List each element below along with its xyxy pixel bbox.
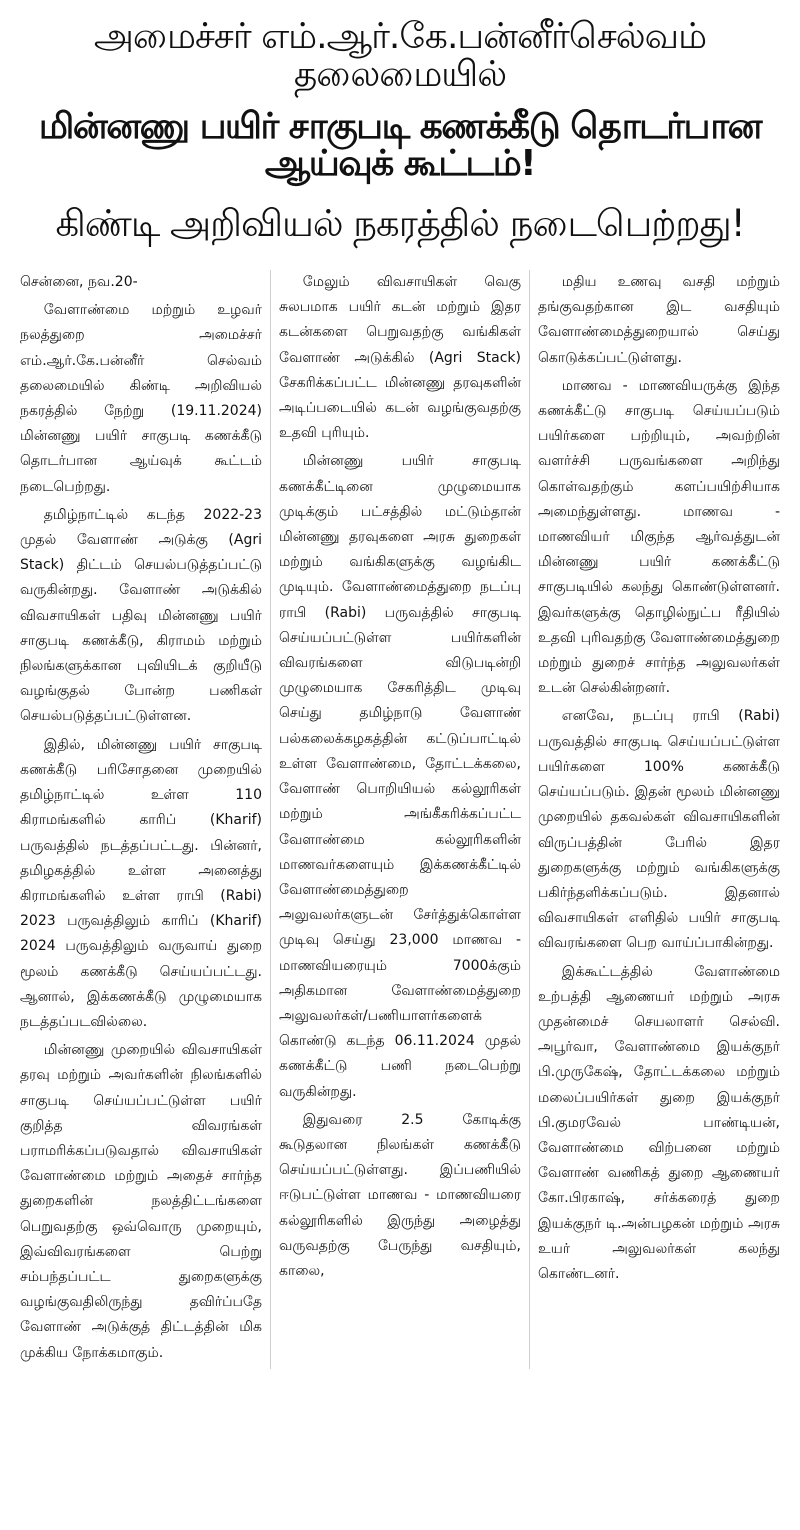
paragraph: எனவே, நடப்பு ராபி (Rabi) பருவத்தில் சாகுபடி செய்யப்பட்டுள்ள பயிர்களை 100% கணக்கீடு செய்யப்படும். இதன் மூலம் மின்னணு முறையில் தகவல்கள் விவசாயிகளின் விருப்பத்தின் பேரில் இதர துறைகளுக்கு மற்றும் வங்கிகளுக்கு பகிர்ந்தளிக்கப்படும். இதனால் விவசாயிகள் எளிதில் பயிர் சாகுபடி விவரங்களை பெற வாய்ப்பாகின்றது. <box>538 708 780 952</box>
dateline: சென்னை, நவ.20- <box>20 274 138 291</box>
article-body <box>12 270 788 1369</box>
paragraph: வேளாண்மை மற்றும் உழவர் நலத்துறை அமைச்சர் எம்.ஆர்.கே.பன்னீர் செல்வம் தலைமையில் கிண்டி அறிவியல் நகரத்தில் நேற்று (19.11.2024) மின்னணு பயிர் சாகுபடி கணக்கீடு தொடர்பான ஆய்வுக் கூட்டம் நடைபெற்றது. <box>20 302 262 495</box>
paragraph: இதுவரை 2.5 கோடிக்கு கூடுதலான நிலங்கள் கணக்கீடு செய்யப்பட்டுள்ளது. இப்பணியில் ஈடுபட்டுள்ள மாணவ - மாணவியரை கல்லூரிகளில் இருந்து அழைத்து வருவதற்கு பேருந்து வசதியும், காலை, <box>279 1111 521 1279</box>
paragraph: மாணவ - மாணவியருக்கு இந்த கணக்கீட்டு சாகுபடி செய்யப்படும் பயிர்களை பற்றியும், அவற்றின் வளர்ச்சி பருவங்களை அறிந்து கொள்வதற்கும் களப்பயிற்சியாக அமைந்துள்ளது. மாணவ - மாணவியர் மிகுந்த ஆர்வத்துடன் மின்னணு பயிர் கணக்கீட்டு சாகுபடியில் கலந்து கொண்டுள்ளனர். இவர்களுக்கு தொழில்நுட்ப ரீதியில் உதவி புரிவதற்கு வேளாண்மைத்துறை மற்றும் துறைச் சார்ந்த அலுவலர்கள் உடன் செல்கின்றனர். <box>538 377 780 697</box>
paragraph: தமிழ்நாட்டில் கடந்த 2022-23 முதல் வேளாண் அடுக்கு (Agri Stack) திட்டம் செயல்படுத்தப்பட்டு வருகின்றது. வேளாண் அடுக்கில் விவசாயிகள் பதிவு மின்னணு பயிர் சாகுபடி கணக்கீடு, கிராமம் மற்றும் நிலங்களுக்கான புவியிடக் குறியீடு வழங்குதல் போன்ற பணிகள் செயல்படுத்தப்பட்டுள்ளன. <box>20 506 262 725</box>
main-headline: மின்னணு பயிர் சாகுபடி கணக்கீடு தொடர்பான ஆய்வுக் கூட்டம்! <box>38 105 762 185</box>
article-column-1 <box>12 270 270 1369</box>
paragraph: மின்னணு முறையில் விவசாயிகள் தரவு மற்றும் அவர்களின் நிலங்களில் சாகுபடி செய்யப்பட்டுள்ள பயிர் குறித்த விவரங்கள் பராமரிக்கப்படுவதால் விவசாயிகள் வேளாண்மை மற்றும் அதைச் சார்ந்த துறைகளின் நலத்திட்டங்களை பெறுவதற்கு ஒவ்வொரு முறையும், இவ்விவரங்களை பெற்று சம்பந்தப்பட்ட துறைகளுக்கு வழங்குவதிலிருந்து தவிர்ப்பதே வேளாண் அடுக்குத் திட்டத்தின் மிக முக்கிய நோக்கமாகும். <box>20 1042 262 1361</box>
paragraph: மின்னணு பயிர் சாகுபடி கணக்கீட்டினை முழுமையாக முடிக்கும் பட்சத்தில் மட்டும்தான் மின்னணு தரவுகளை அரசு துறைகள் மற்றும் வங்கிகளுக்கு வழங்கிட முடியும். வேளாண்மைத்துறை நடப்பு ராபி (Rabi) பருவத்தில் சாகுபடி செய்யப்பட்டுள்ள பயிர்களின் விவரங்களை விடுபடின்றி முழுமையாக சேகரித்திட முடிவு செய்து தமிழ்நாடு வேளாண் பல்கலைக்கழகத்தின் கட்டுப்பாட்டில் உள்ள வேளாண்மை, தோட்டக்கலை, வேளாண் பொறியியல் கல்லூரிகள் மற்றும் அங்கீகரிக்கப்பட்ட வேளாண்மை கல்லூரிகளின் மாணவர்களையும் இக்கணக்கீட்டில் வேளாண்மைத்துறை அலுவலர்களுடன் சேர்த்துக்கொள்ள முடிவு செய்து 23,000 மாணவ - மாணவியரையும் 7000க்கும் அதிகமான வேளாண்மைத்துறை அலுவலர்கள்/பணியாளர்களைக் கொண்டு கடந்த 06.11.2024 முதல் கணக்கீட்டு பணி நடைபெற்று வருகின்றது. <box>279 453 521 1100</box>
paragraph: மதிய உணவு வசதி மற்றும் தங்குவதற்கான இட வசதியும் வேளாண்மைத்துறையால் செய்து கொடுக்கப்பட்டுள்ளது. <box>538 274 780 366</box>
sub-headline: கிண்டி அறிவியல் நகரத்தில் நடைபெற்றது! <box>55 202 745 246</box>
article-column-2 <box>270 270 529 1369</box>
paragraph: இக்கூட்டத்தில் வேளாண்மை உற்பத்தி ஆணையர் மற்றும் அரசு முதன்மைச் செயலாளர் செல்வி. அபூர்வா, வேளாண்மை இயக்குநர் பி.முருகேஷ், தோட்டக்கலை மற்றும் மலைப்பயிர்கள் துறை இயக்குநர் பி.குமரவேல் பாண்டியன், வேளாண்மை விற்பனை மற்றும் வேளாண் வணிகத் துறை ஆணையர் கோ.பிரகாஷ், சர்க்கரைத் துறை இயக்குநர் டி.அன்பழகன் மற்றும் அரசு உயர் அலுவலர்கள் கலந்து கொண்டனர். <box>538 963 780 1282</box>
kicker-headline: அமைச்சர் எம்.ஆர்.கே.பன்னீர்செல்வம் தலைமையில் <box>93 16 707 95</box>
paragraph: இதில், மின்னணு பயிர் சாகுபடி கணக்கீடு பரிசோதனை முறையில் தமிழ்நாட்டில் உள்ள 110 கிராமங்களில் காரிப் (Kharif) பருவத்தில் நடத்தப்பட்டது. பின்னர், தமிழகத்தில் உள்ள அனைத்து கிராமங்களில் உள்ள ராபி (Rabi) 2023 பருவத்திலும் காரிப் (Kharif) 2024 பருவத்திலும் வருவாய் துறை மூலம் கணக்கீடு செய்யப்பட்டது. ஆனால், இக்கணக்கீடு முழுமையாக நடத்தப்படவில்லை. <box>20 736 262 1030</box>
paragraph: மேலும் விவசாயிகள் வெகு சுலபமாக பயிர் கடன் மற்றும் இதர கடன்களை பெறுவதற்கு வங்கிகள் வேளாண் அடுக்கில் (Agri Stack) சேகரிக்கப்பட்ட மின்னணு தரவுகளின் அடிப்படையில் கடன் வழங்குவதற்கு உதவி புரியும். <box>279 274 521 442</box>
article-column-3 <box>529 270 788 1369</box>
